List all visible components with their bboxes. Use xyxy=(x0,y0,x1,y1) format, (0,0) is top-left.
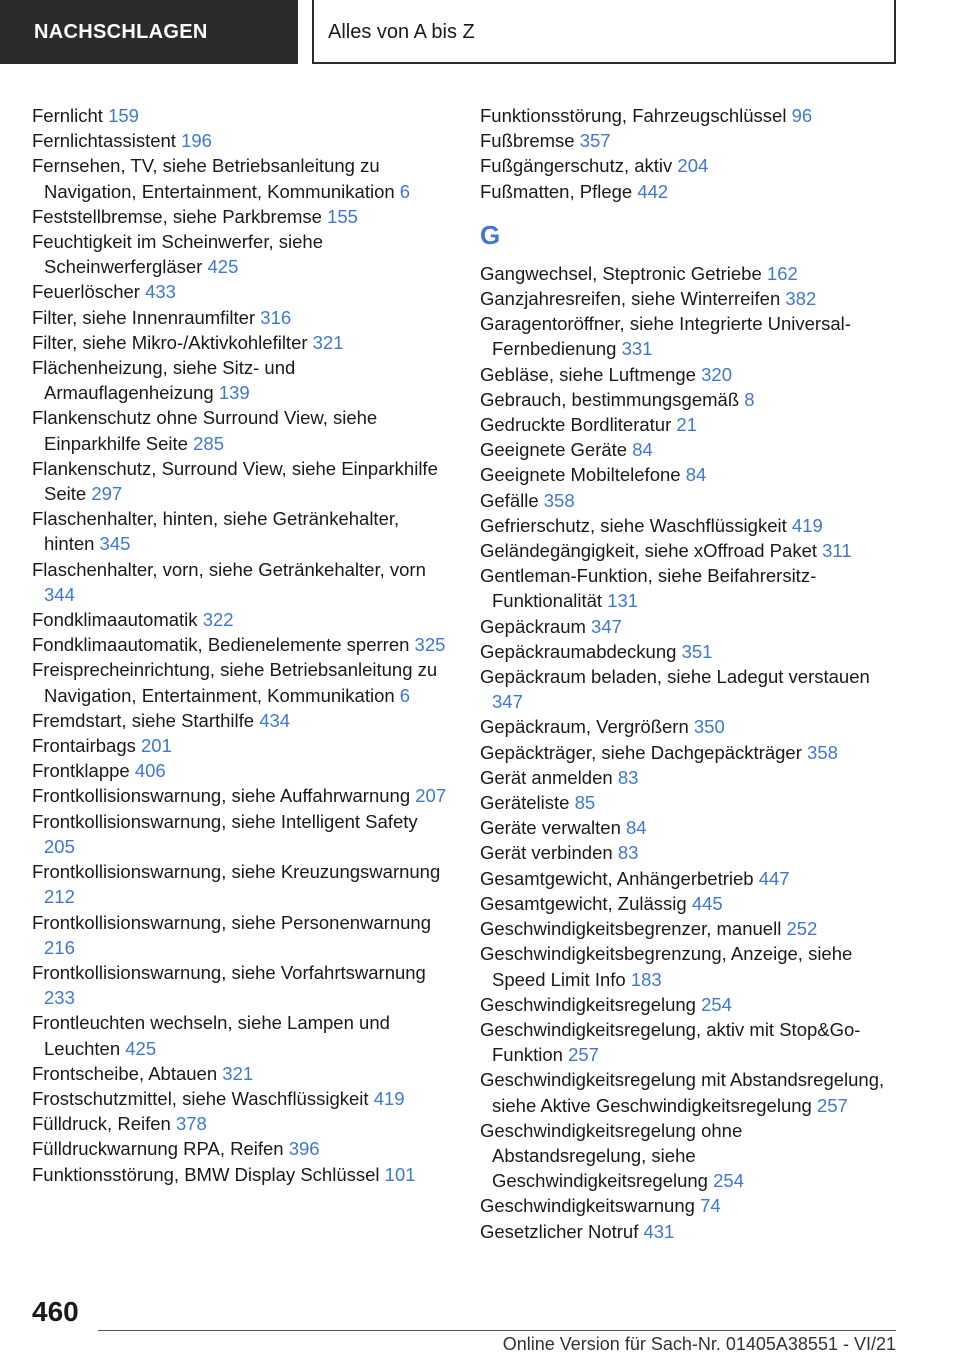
index-term: Frontleuchten wechseln, siehe Lampen und Leuchten xyxy=(32,1012,390,1059)
page-reference-link[interactable]: 347 xyxy=(591,615,622,637)
index-term: Geschwindigkeitsregelung, aktiv mit Stop&Go-Funktion xyxy=(480,1018,861,1066)
index-entry xyxy=(480,153,900,178)
page-reference-link[interactable]: 162 xyxy=(766,262,798,284)
index-term: Geländegängigkeit, siehe xOffroad Paket xyxy=(480,540,817,562)
index-entry xyxy=(480,790,900,815)
index-entry xyxy=(32,632,452,657)
section-header: NACHSCHLAGEN xyxy=(0,0,298,64)
index-group-g xyxy=(480,261,900,1244)
index-entry xyxy=(480,538,900,563)
index-term: Geräte verwalten xyxy=(480,817,621,839)
index-entry xyxy=(480,1193,900,1218)
index-entry xyxy=(32,456,452,506)
page-reference-link[interactable]: 425 xyxy=(125,1037,157,1059)
page-reference-link[interactable]: 196 xyxy=(181,130,212,152)
index-term: Flaschenhalter, hinten, siehe Getränkehalter, hinten xyxy=(32,508,400,555)
index-entry xyxy=(480,362,900,387)
index-entry xyxy=(480,286,900,311)
footer-rule xyxy=(98,1330,896,1331)
index-entry xyxy=(480,1219,900,1244)
index-entry xyxy=(32,1010,452,1060)
page-reference-link[interactable]: 344 xyxy=(44,583,75,605)
index-term: Geschwindigkeitswarnung xyxy=(480,1195,695,1217)
page-reference-link[interactable]: 257 xyxy=(568,1044,599,1066)
index-entry xyxy=(480,488,900,513)
page-reference-link[interactable]: 434 xyxy=(259,709,291,731)
page-reference-link[interactable]: 419 xyxy=(791,514,823,536)
index-entry xyxy=(480,261,900,286)
index-term: Gepäckraum, Vergrößern xyxy=(480,716,689,738)
page-reference-link[interactable]: 74 xyxy=(700,1195,721,1217)
page-reference-link[interactable]: 201 xyxy=(141,735,172,757)
page-reference-link[interactable]: 139 xyxy=(218,382,250,404)
page-reference-link[interactable]: 419 xyxy=(373,1087,405,1109)
index-entry xyxy=(480,412,900,437)
index-entry xyxy=(480,311,900,361)
page-reference-link[interactable]: 382 xyxy=(785,288,817,310)
index-term: Flankenschutz ohne Surround View, siehe Einparkhilfe Seite xyxy=(32,407,378,454)
index-term: Gesetzlicher Notruf xyxy=(480,1220,639,1242)
index-entry xyxy=(32,1061,452,1086)
index-entry xyxy=(32,1086,452,1111)
index-term: Freisprecheinrichtung, siehe Betriebsanleitung zu Navigation, Entertainment, Kommunikation xyxy=(32,659,438,706)
index-term: Fernsehen, TV, siehe Betriebsanleitung zu Navigation, Entertainment, Kommunikation xyxy=(32,155,395,202)
index-term: Fernlichtassistent xyxy=(32,130,176,152)
index-term: Gefälle xyxy=(480,489,539,511)
index-term: Geschwindigkeitsbegrenzer, manuell xyxy=(480,918,782,940)
index-term: Feuerlöscher xyxy=(32,281,140,303)
page-reference-link[interactable]: 396 xyxy=(288,1138,320,1160)
page-reference-link[interactable]: 21 xyxy=(676,414,697,436)
index-entry xyxy=(32,355,452,405)
page-reference-link[interactable]: 321 xyxy=(222,1062,254,1084)
index-term: Fülldruckwarnung RPA, Reifen xyxy=(32,1138,284,1160)
page-reference-link[interactable]: 101 xyxy=(384,1163,416,1185)
page-reference-link[interactable]: 447 xyxy=(758,867,790,889)
index-term: Ganzjahresreifen, siehe Winterreifen xyxy=(480,288,781,310)
page-reference-link[interactable]: 257 xyxy=(816,1094,848,1116)
index-entry xyxy=(32,229,452,279)
page-reference-link[interactable]: 433 xyxy=(145,281,176,303)
footer-text: Online Version für Sach-Nr. 01405A38551 - VI/21 xyxy=(502,1334,896,1354)
index-entry xyxy=(480,462,900,487)
page-reference-link[interactable]: 83 xyxy=(617,766,639,788)
page-reference-link[interactable]: 131 xyxy=(607,590,639,612)
index-term: Gentleman-Funktion, siehe Beifahrersitz-Funktionalität xyxy=(480,565,817,612)
index-entry xyxy=(480,128,900,153)
index-term: Frontkollisionswarnung, siehe Auffahrwarnung xyxy=(32,785,411,807)
page-reference-link[interactable]: 84 xyxy=(632,439,653,461)
page-reference-link[interactable]: 316 xyxy=(260,306,292,328)
index-term: Gerät verbinden xyxy=(480,842,613,864)
index-entry xyxy=(480,664,900,714)
index-entry xyxy=(480,866,900,891)
page-reference-link[interactable]: 183 xyxy=(630,968,662,990)
page-reference-link[interactable]: 207 xyxy=(415,785,447,807)
index-term: Fondklimaautomatik xyxy=(32,609,198,631)
index-entry xyxy=(32,960,452,1010)
index-term: Fußgängerschutz, aktiv xyxy=(480,155,673,177)
index-term: Flächenheizung, siehe Sitz- und Armauflagenheizung xyxy=(32,357,296,404)
page-reference-link[interactable]: 233 xyxy=(44,987,75,1009)
page-reference-link[interactable]: 212 xyxy=(44,886,75,908)
page-reference-link[interactable]: 425 xyxy=(207,256,239,278)
index-term: Gepäckraum xyxy=(480,615,586,637)
index-entry xyxy=(480,714,900,739)
index-entry xyxy=(480,1067,900,1117)
index-term: Feuchtigkeit im Scheinwerfer, siehe Scheinwerfergläser xyxy=(32,231,323,278)
index-term: Gepäckträger, siehe Dachgepäckträger xyxy=(480,741,802,763)
index-term: Fußbremse xyxy=(480,130,575,152)
index-term: Funktionsstörung, BMW Display Schlüssel xyxy=(32,1163,380,1185)
index-entry xyxy=(32,910,452,960)
index-entry xyxy=(32,1136,452,1161)
index-term: Feststellbremse, siehe Parkbremse xyxy=(32,205,322,227)
page-reference-link[interactable]: 6 xyxy=(399,684,411,706)
index-entry xyxy=(480,639,900,664)
index-entry xyxy=(32,330,452,355)
index-term: Gebrauch, bestimmungsgemäß xyxy=(480,388,740,410)
index-entry xyxy=(480,992,900,1017)
index-entry xyxy=(32,506,452,556)
index-entry xyxy=(32,279,452,304)
page-reference-link[interactable]: 204 xyxy=(677,155,709,177)
page-reference-link[interactable]: 357 xyxy=(579,130,611,152)
index-entry xyxy=(480,179,900,204)
index-entry xyxy=(32,153,452,203)
page-reference-link[interactable]: 347 xyxy=(492,691,523,713)
index-entry xyxy=(480,916,900,941)
index-entry xyxy=(32,305,452,330)
index-term: Gesamtgewicht, Anhängerbetrieb xyxy=(480,867,754,889)
page-reference-link[interactable]: 378 xyxy=(175,1113,207,1135)
index-entry xyxy=(480,765,900,790)
page-reference-link[interactable]: 84 xyxy=(685,464,707,486)
index-entry xyxy=(32,708,452,733)
index-entry xyxy=(32,657,452,707)
index-term: Fernlicht xyxy=(32,105,103,126)
index-term: Geeignete Mobiltelefone xyxy=(480,464,681,486)
page-reference-link[interactable]: 325 xyxy=(414,634,446,656)
index-term: Gerät anmelden xyxy=(480,766,613,788)
index-term: Frontkollisionswarnung, siehe Personenwarnung xyxy=(32,911,432,933)
page-reference-link[interactable]: 445 xyxy=(691,892,723,914)
page-number: 460 xyxy=(32,1296,79,1327)
index-column-right xyxy=(480,103,900,1244)
index-entry xyxy=(480,740,900,765)
index-entry xyxy=(480,563,900,613)
index-term: Gesamtgewicht, Zulässig xyxy=(480,892,687,914)
page-reference-link[interactable]: 322 xyxy=(202,609,234,631)
index-entry xyxy=(32,607,452,632)
index-entry xyxy=(480,513,900,538)
page-reference-link[interactable]: 406 xyxy=(134,760,166,782)
page-reference-link[interactable]: 83 xyxy=(617,842,639,864)
page-reference-link[interactable]: 442 xyxy=(637,180,669,202)
page-reference-link[interactable]: 155 xyxy=(327,205,358,227)
page-reference-link[interactable]: 159 xyxy=(108,105,139,126)
page-reference-link[interactable]: 254 xyxy=(701,993,732,1015)
index-entry xyxy=(480,815,900,840)
index-entry xyxy=(480,103,900,128)
index-group-f-continued xyxy=(480,103,900,204)
page-reference-link[interactable]: 285 xyxy=(193,432,224,454)
page-reference-link[interactable]: 252 xyxy=(786,918,818,940)
index-term: Flankenschutz, Surround View, siehe Einparkhilfe Seite xyxy=(32,457,438,505)
index-entry xyxy=(32,1162,452,1187)
index-term: Gangwechsel, Steptronic Getriebe xyxy=(480,262,762,284)
index-term: Fülldruck, Reifen xyxy=(32,1113,171,1135)
index-term: Geeignete Geräte xyxy=(480,439,628,461)
index-entry xyxy=(32,758,452,783)
page-reference-link[interactable]: 331 xyxy=(621,338,653,360)
index-term: Gebläse, siehe Luftmenge xyxy=(480,363,696,385)
page-reference-link[interactable]: 84 xyxy=(626,817,647,839)
index-term: Frontairbags xyxy=(32,735,136,757)
page-reference-link[interactable]: 6 xyxy=(399,180,411,202)
page-reference-link[interactable]: 254 xyxy=(713,1170,744,1192)
index-entry xyxy=(480,387,900,412)
index-term: Geräteliste xyxy=(480,792,570,814)
page-reference-link[interactable]: 8 xyxy=(744,388,755,410)
index-term: Gefrierschutz, siehe Waschflüssigkeit xyxy=(480,514,787,536)
index-entry xyxy=(32,809,452,859)
index-entry xyxy=(32,103,452,128)
page-reference-link[interactable]: 358 xyxy=(807,741,838,763)
index-entry xyxy=(480,1118,900,1194)
page-reference-link[interactable]: 96 xyxy=(791,105,813,126)
index-entry xyxy=(480,1017,900,1067)
index-term: Frontklappe xyxy=(32,760,130,782)
section-letter: G xyxy=(480,219,501,250)
index-entry xyxy=(480,437,900,462)
index-term: Frontkollisionswarnung, siehe Kreuzungswarnung xyxy=(32,861,441,883)
page-reference-link[interactable]: 85 xyxy=(574,792,596,814)
index-term: Geschwindigkeitsregelung ohne Abstandsregelung, siehe Geschwindigkeitsregelung xyxy=(480,1119,743,1192)
index-entry xyxy=(480,941,900,991)
page-reference-link[interactable]: 321 xyxy=(312,331,344,353)
index-term: Gepäckraum beladen, siehe Ladegut verstauen xyxy=(480,666,870,688)
index-entry xyxy=(32,204,452,229)
index-term: Frostschutzmittel, siehe Waschflüssigkeit xyxy=(32,1087,369,1109)
page-reference-link[interactable]: 320 xyxy=(701,363,732,385)
index-term: Flaschenhalter, vorn, siehe Getränkehalter, vorn xyxy=(32,558,426,580)
index-term: Geschwindigkeitsregelung xyxy=(480,993,696,1015)
index-entry xyxy=(32,1111,452,1136)
index-entry xyxy=(32,733,452,758)
index-term: Geschwindigkeitsbegrenzung, Anzeige, siehe Speed Limit Info xyxy=(480,943,853,990)
index-entry xyxy=(32,405,452,455)
index-entry xyxy=(480,840,900,865)
index-term: Gedruckte Bordliteratur xyxy=(480,414,672,436)
index-term: Gepäckraumabdeckung xyxy=(480,640,677,662)
index-term: Fremdstart, siehe Starthilfe xyxy=(32,709,255,731)
page-reference-link[interactable]: 431 xyxy=(643,1220,675,1242)
index-column-left xyxy=(32,103,452,1187)
index-entry xyxy=(32,557,452,607)
index-term: Frontkollisionswarnung, siehe Intelligent Safety xyxy=(32,810,418,832)
index-term: Frontkollisionswarnung, siehe Vorfahrtswarnung xyxy=(32,961,426,983)
page-reference-link[interactable]: 358 xyxy=(543,489,575,511)
page-reference-link[interactable]: 345 xyxy=(99,533,131,555)
index-term: Filter, siehe Innenraumfilter xyxy=(32,306,256,328)
index-entry xyxy=(32,859,452,909)
page-reference-link[interactable]: 351 xyxy=(681,640,713,662)
page-reference-link[interactable]: 205 xyxy=(44,835,75,857)
index-term: Geschwindigkeitsregelung mit Abstandsregelung, siehe Aktive Geschwindigkeitsregelung xyxy=(480,1069,885,1116)
index-entry xyxy=(32,128,452,153)
page-reference-link[interactable]: 216 xyxy=(44,936,75,958)
index-term: Garagentoröffner, siehe Integrierte Universal-Fernbedienung xyxy=(480,313,851,360)
index-term: Filter, siehe Mikro-/Aktivkohlefilter xyxy=(32,331,308,353)
chapter-header: Alles von A bis Z xyxy=(312,0,896,64)
index-term: Fußmatten, Pflege xyxy=(480,180,633,202)
page-reference-link[interactable]: 297 xyxy=(91,483,123,505)
page-reference-link[interactable]: 350 xyxy=(693,716,725,738)
index-entry xyxy=(480,891,900,916)
page-reference-link[interactable]: 311 xyxy=(822,540,852,562)
index-term: Fondklimaautomatik, Bedienelemente sperren xyxy=(32,634,410,656)
index-entry xyxy=(480,614,900,639)
index-term: Funktionsstörung, Fahrzeugschlüssel xyxy=(480,105,787,126)
index-term: Frontscheibe, Abtauen xyxy=(32,1062,218,1084)
index-entry xyxy=(32,783,452,808)
